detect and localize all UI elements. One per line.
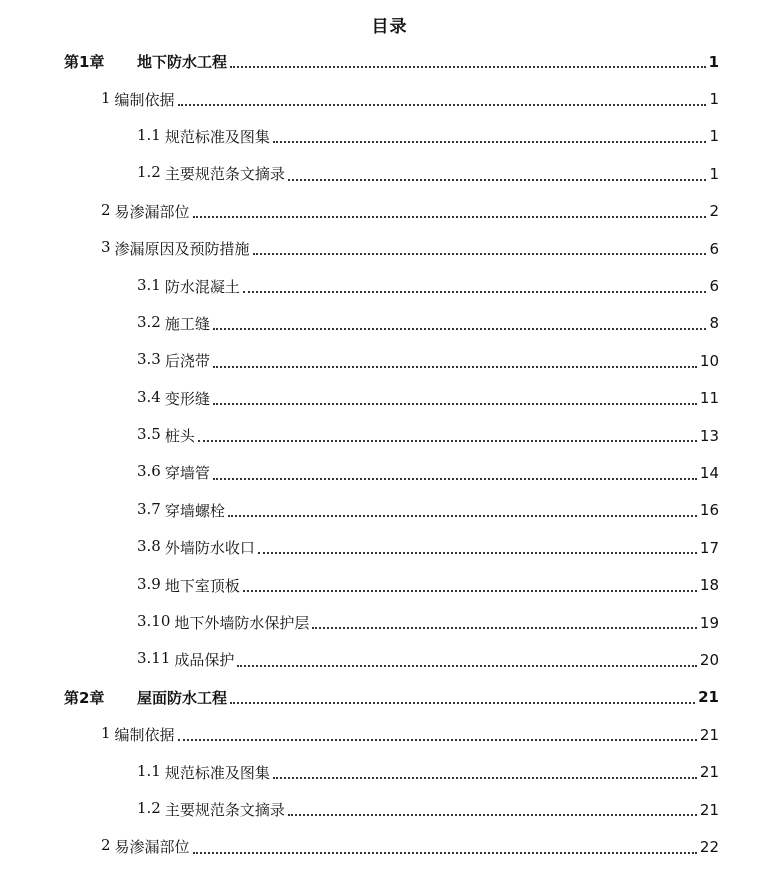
toc-entry-text	[137, 163, 285, 184]
toc-page-number: 2	[709, 202, 719, 221]
toc-section-entry[interactable]	[0, 417, 779, 454]
dot-leader	[178, 739, 697, 741]
toc-entry-text	[137, 462, 210, 483]
toc-page-number: 18	[699, 576, 719, 595]
dot-leader	[230, 702, 695, 704]
dot-leader	[258, 552, 697, 554]
toc-section-entry[interactable]	[0, 454, 779, 491]
toc-entry-label: 外墙防水收口	[164, 539, 255, 558]
toc-entry-number: 3.9	[137, 574, 161, 593]
dot-leader	[213, 328, 707, 330]
toc-entry-text	[101, 836, 190, 857]
toc-list	[0, 43, 779, 866]
toc-entry-text	[64, 51, 227, 72]
toc-entry-number: 3.3	[137, 350, 161, 369]
toc-entry-text	[137, 762, 270, 783]
toc-page-number: 16	[699, 501, 719, 520]
toc-page-number: 6	[709, 239, 719, 258]
toc-entry-text	[101, 201, 190, 222]
toc-entry-label: 屋面防水工程	[137, 688, 228, 707]
toc-section-entry[interactable]	[0, 80, 779, 117]
toc-section-entry[interactable]	[0, 753, 779, 790]
toc-page-number: 10	[699, 351, 719, 370]
toc-entry-text	[101, 89, 175, 110]
toc-entry-text	[137, 500, 225, 521]
toc-section-entry[interactable]	[0, 193, 779, 230]
toc-entry-label: 规范标准及图集	[164, 763, 270, 782]
toc-entry-number: 3.10	[137, 612, 171, 631]
toc-entry-number: 1.1	[137, 761, 161, 780]
toc-entry-text	[137, 350, 210, 371]
dot-leader	[273, 777, 697, 779]
toc-entry-label: 桩头	[164, 427, 195, 446]
toc-entry-label: 地下外墙防水保护层	[174, 614, 310, 633]
toc-entry-number: 3.1	[137, 275, 161, 294]
dot-leader	[228, 515, 697, 517]
toc-entry-number: 3.2	[137, 312, 161, 331]
toc-entry-text	[137, 537, 255, 558]
toc-chapter-entry[interactable]	[0, 679, 779, 716]
dot-leader	[193, 216, 707, 218]
toc-section-entry[interactable]	[0, 604, 779, 641]
toc-section-entry[interactable]	[0, 492, 779, 529]
dot-leader	[253, 253, 707, 255]
toc-page-number: 22	[699, 837, 719, 856]
toc-entry-label: 易渗漏部位	[114, 838, 190, 857]
toc-page-number: 21	[698, 688, 719, 707]
dot-leader	[213, 366, 697, 368]
toc-entry-number: 3.11	[137, 649, 171, 668]
toc-page-number: 1	[708, 52, 719, 71]
toc-chapter-entry[interactable]	[0, 43, 779, 80]
toc-section-entry[interactable]	[0, 380, 779, 417]
toc-section-entry[interactable]	[0, 305, 779, 342]
toc-entry-label: 渗漏原因及预防措施	[114, 240, 250, 259]
toc-entry-number: 第1章	[64, 53, 105, 72]
toc-page-number: 8	[709, 314, 719, 333]
toc-entry-number: 1.2	[137, 799, 161, 817]
toc-entry-number: 3.5	[137, 425, 161, 444]
toc-section-entry[interactable]	[0, 716, 779, 753]
toc-entry-label: 变形缝	[164, 389, 210, 408]
toc-entry-label: 编制依据	[114, 90, 175, 109]
toc-page-number: 6	[709, 277, 719, 296]
toc-entry-text	[64, 687, 227, 708]
toc-entry-label: 编制依据	[114, 726, 175, 745]
toc-section-entry[interactable]	[0, 828, 779, 865]
toc-section-entry[interactable]	[0, 641, 779, 678]
toc-page-number: 11	[699, 389, 719, 408]
toc-entry-text	[137, 799, 285, 820]
dot-leader	[193, 852, 697, 854]
toc-page-number: 17	[699, 538, 719, 557]
toc-entry-label: 地下防水工程	[137, 53, 228, 72]
toc-section-entry[interactable]	[0, 342, 779, 379]
toc-section-entry[interactable]	[0, 791, 779, 828]
toc-section-entry[interactable]	[0, 529, 779, 566]
toc-entry-label: 穿墙管	[164, 464, 210, 483]
dot-leader	[243, 291, 707, 293]
dot-leader	[198, 440, 697, 442]
toc-entry-label: 主要规范条文摘录	[164, 165, 285, 184]
toc-entry-text	[137, 276, 240, 297]
toc-entry-number: 3.6	[137, 462, 161, 481]
toc-page-number: 14	[699, 463, 719, 482]
toc-entry-number: 1.1	[137, 125, 161, 144]
toc-entry-text	[101, 238, 250, 259]
dot-leader	[213, 478, 697, 480]
toc-title: 目录	[371, 17, 408, 37]
dot-leader	[312, 627, 696, 629]
toc-entry-label: 成品保护	[174, 651, 235, 670]
toc-entry-number: 1	[101, 88, 111, 107]
dot-leader	[213, 403, 697, 405]
toc-entry-number: 3	[101, 238, 111, 257]
toc-section-entry[interactable]	[0, 230, 779, 267]
dot-leader	[273, 141, 707, 143]
toc-page-number: 21	[699, 800, 719, 819]
toc-entry-text	[137, 649, 234, 670]
toc-page-number: 21	[699, 763, 719, 782]
toc-entry-label: 规范标准及图集	[164, 127, 270, 146]
toc-entry-label: 主要规范条文摘录	[164, 801, 285, 819]
toc-page-number: 1	[709, 90, 719, 109]
toc-entry-number: 3.4	[137, 387, 161, 406]
toc-entry-label: 施工缝	[164, 314, 210, 333]
toc-entry-text	[137, 425, 195, 446]
dot-leader	[288, 179, 707, 181]
toc-entry-label: 穿墙螺栓	[164, 501, 225, 520]
toc-entry-number: 2	[101, 200, 111, 219]
toc-section-entry[interactable]	[0, 566, 779, 603]
toc-entry-text	[137, 388, 210, 409]
toc-entry-number: 3.7	[137, 499, 161, 518]
toc-page-number: 20	[699, 650, 719, 669]
toc-entry-label: 易渗漏部位	[114, 202, 190, 221]
toc-entry-text	[137, 313, 210, 334]
toc-entry-text	[137, 575, 240, 596]
toc-entry-text	[137, 126, 270, 147]
toc-page-number: 13	[699, 426, 719, 445]
toc-entry-number: 1.2	[137, 163, 161, 182]
toc-entry-label: 防水混凝土	[164, 277, 240, 296]
toc-entry-label: 地下室顶板	[164, 576, 240, 595]
toc-page-number: 19	[699, 613, 719, 632]
toc-entry-label: 后浇带	[164, 352, 210, 371]
toc-entry-text	[101, 724, 175, 745]
dot-leader	[288, 814, 697, 816]
toc-entry-number: 2	[101, 836, 111, 855]
toc-section-entry[interactable]	[0, 267, 779, 304]
toc-entry-number: 1	[101, 724, 111, 743]
toc-entry-number: 3.8	[137, 537, 161, 556]
toc-entry-number: 第2章	[64, 688, 105, 707]
dot-leader	[237, 665, 696, 667]
dot-leader	[243, 590, 697, 592]
toc-entry-text	[137, 612, 309, 633]
dot-leader	[178, 104, 707, 106]
toc-page-number: 1	[709, 127, 719, 146]
toc-page-number: 21	[699, 725, 719, 744]
toc-page-number: 1	[709, 164, 719, 183]
toc-section-entry[interactable]	[0, 118, 779, 155]
toc-section-entry[interactable]	[0, 155, 779, 192]
dot-leader	[230, 66, 706, 68]
